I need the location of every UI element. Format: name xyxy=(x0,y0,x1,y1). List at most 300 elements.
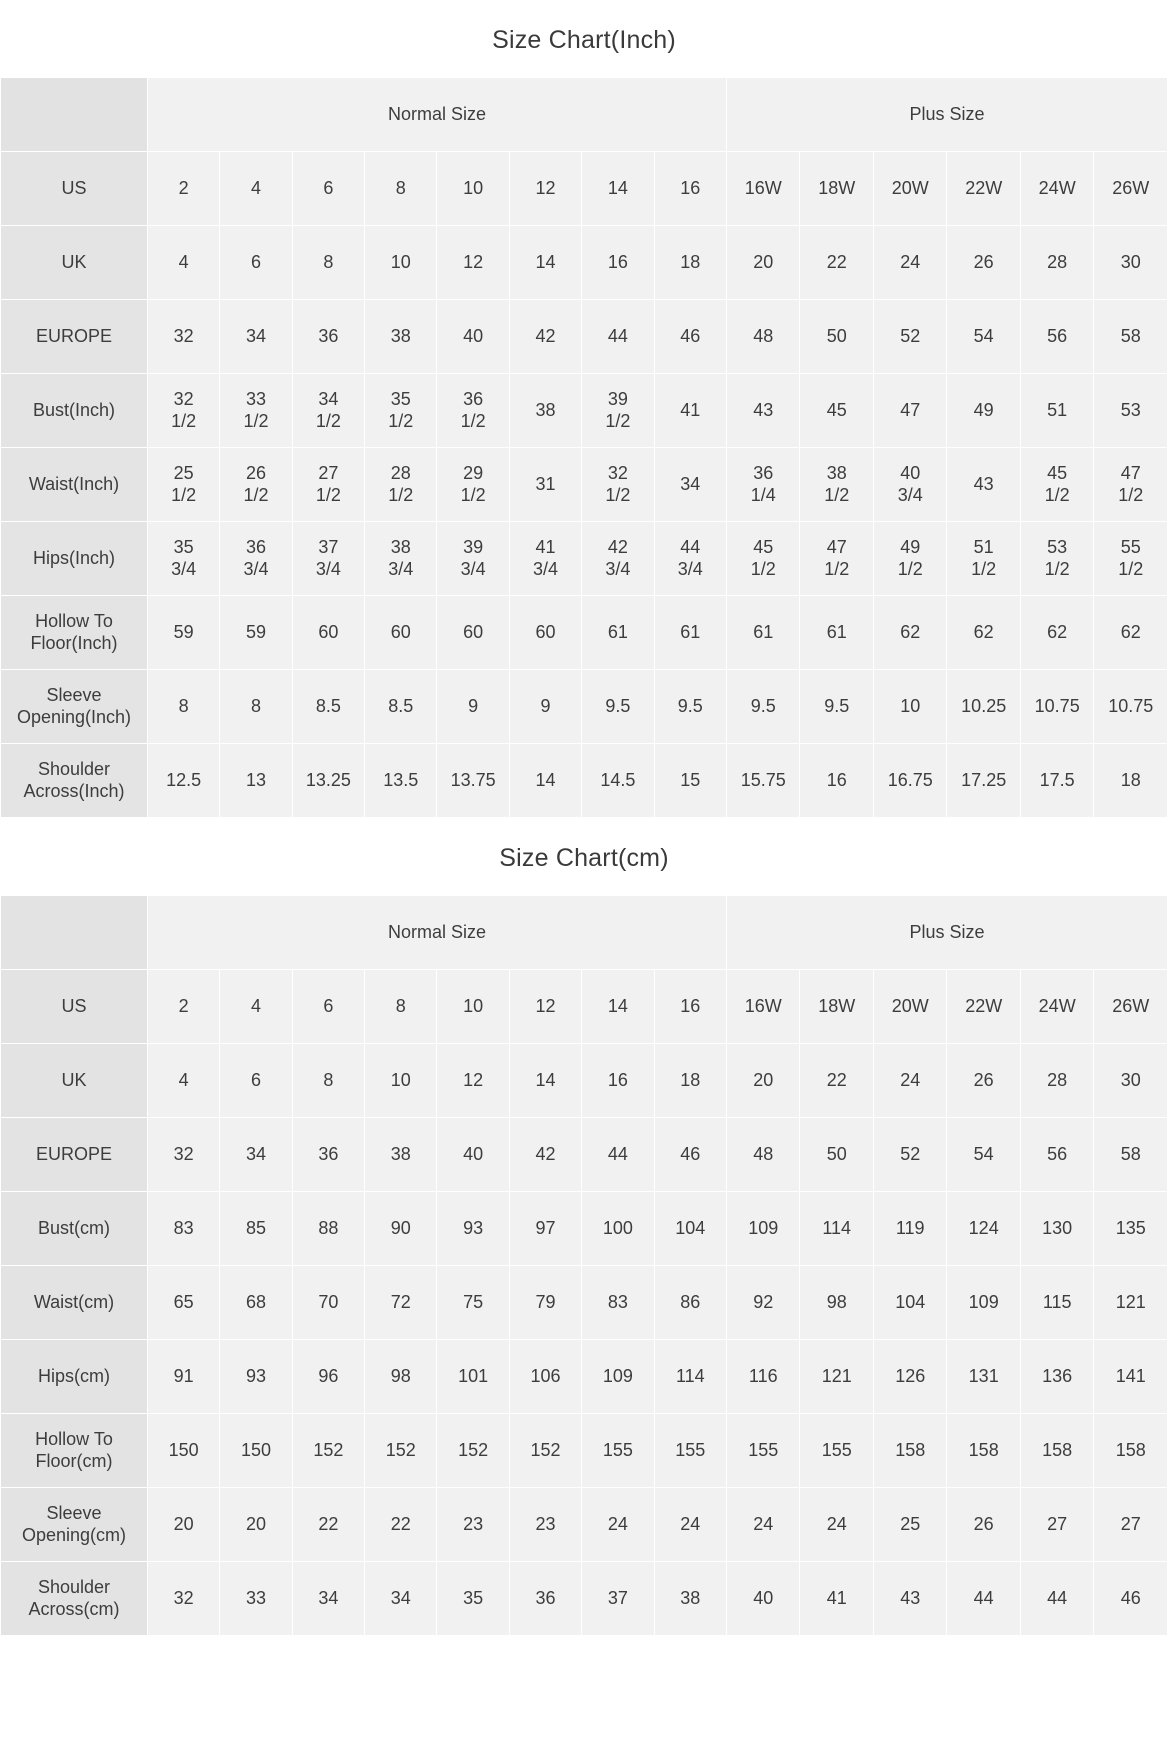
table-cell: 60 xyxy=(365,596,437,670)
table-row xyxy=(1,1044,1168,1118)
table-cell: 61 xyxy=(800,596,873,670)
table-cell: 42 xyxy=(509,1118,581,1192)
table-cell: 16 xyxy=(654,970,726,1044)
table-cell: 75 xyxy=(437,1266,509,1340)
table-cell: 30 xyxy=(1094,226,1168,300)
table-row xyxy=(1,300,1168,374)
table-cell: 38 xyxy=(365,1118,437,1192)
table-cell: 6 xyxy=(292,152,364,226)
group-header-plus-size: Plus Size xyxy=(727,896,1168,970)
table-cell: 116 xyxy=(727,1340,800,1414)
table-cell: 20W xyxy=(873,970,946,1044)
group-header-plus-size: Plus Size xyxy=(727,78,1168,152)
table-cell: 83 xyxy=(582,1266,654,1340)
table-cell: 34 xyxy=(365,1562,437,1636)
table-cell: 98 xyxy=(365,1340,437,1414)
table-cell: 22W xyxy=(947,152,1020,226)
table-cell: 152 xyxy=(509,1414,581,1488)
table-cell: 101 xyxy=(437,1340,509,1414)
table-cell: 135 xyxy=(1094,1192,1168,1266)
table-cell: 25 1/2 xyxy=(147,448,219,522)
table-cell: 8 xyxy=(365,152,437,226)
table-cell: 16 xyxy=(654,152,726,226)
table-row xyxy=(1,1340,1168,1414)
group-header-normal-size: Normal Size xyxy=(147,896,726,970)
row-header-label: Hips(cm) xyxy=(1,1340,148,1414)
table-cell: 12 xyxy=(437,226,509,300)
table-cell: 16W xyxy=(727,152,800,226)
table-cell: 152 xyxy=(437,1414,509,1488)
table-cell: 48 xyxy=(727,1118,800,1192)
table-cell: 155 xyxy=(582,1414,654,1488)
table-cell: 22W xyxy=(947,970,1020,1044)
row-header-label: Waist(cm) xyxy=(1,1266,148,1340)
table-cell: 36 3/4 xyxy=(220,522,292,596)
table-cell: 50 xyxy=(800,300,873,374)
table-cell: 6 xyxy=(220,1044,292,1118)
table-cell: 158 xyxy=(1020,1414,1093,1488)
table-cell: 109 xyxy=(582,1340,654,1414)
table-cell: 22 xyxy=(292,1488,364,1562)
table-cell: 8 xyxy=(365,970,437,1044)
table-cell: 14 xyxy=(509,1044,581,1118)
table-cell: 39 1/2 xyxy=(582,374,654,448)
table-cell: 40 3/4 xyxy=(873,448,946,522)
table-cell: 26 xyxy=(947,1044,1020,1118)
table-cell: 83 xyxy=(147,1192,219,1266)
table-cell: 31 xyxy=(509,448,581,522)
table-cell: 60 xyxy=(292,596,364,670)
table-cell: 104 xyxy=(654,1192,726,1266)
table-cell: 40 xyxy=(727,1562,800,1636)
table-cell: 35 xyxy=(437,1562,509,1636)
table-cell: 10.75 xyxy=(1094,670,1168,744)
table-cell: 35 3/4 xyxy=(147,522,219,596)
table-cell: 34 xyxy=(654,448,726,522)
table-cell: 126 xyxy=(873,1340,946,1414)
table-cell: 90 xyxy=(365,1192,437,1266)
table-row xyxy=(1,226,1168,300)
table-cell: 61 xyxy=(727,596,800,670)
table-row xyxy=(1,374,1168,448)
table-cell: 46 xyxy=(654,300,726,374)
table-row xyxy=(1,1118,1168,1192)
table-cell: 13 xyxy=(220,744,292,818)
table-cell: 44 3/4 xyxy=(654,522,726,596)
table-cell: 8.5 xyxy=(292,670,364,744)
table-cell: 20 xyxy=(147,1488,219,1562)
table-cell: 24 xyxy=(873,226,946,300)
table-cell: 37 3/4 xyxy=(292,522,364,596)
table-cell: 114 xyxy=(800,1192,873,1266)
table-cell: 2 xyxy=(147,970,219,1044)
table-cell: 62 xyxy=(873,596,946,670)
table-row xyxy=(1,596,1168,670)
table-cell: 53 1/2 xyxy=(1020,522,1093,596)
table-cell: 124 xyxy=(947,1192,1020,1266)
table-cell: 13.5 xyxy=(365,744,437,818)
row-header-label: Bust(Inch) xyxy=(1,374,148,448)
table-cell: 45 xyxy=(800,374,873,448)
table-cell: 39 3/4 xyxy=(437,522,509,596)
table-cell: 25 xyxy=(873,1488,946,1562)
table-row xyxy=(1,670,1168,744)
table-cell: 36 xyxy=(509,1562,581,1636)
table-cell: 36 1/2 xyxy=(437,374,509,448)
row-header-label: Waist(Inch) xyxy=(1,448,148,522)
table-cell: 17.25 xyxy=(947,744,1020,818)
table-cell: 109 xyxy=(947,1266,1020,1340)
table-cell: 8.5 xyxy=(365,670,437,744)
table-cell: 24 xyxy=(873,1044,946,1118)
table-cell: 12 xyxy=(437,1044,509,1118)
table-cell: 60 xyxy=(437,596,509,670)
table-cell: 58 xyxy=(1094,1118,1168,1192)
table-cell: 18W xyxy=(800,970,873,1044)
table-cell: 28 xyxy=(1020,1044,1093,1118)
table-cell: 62 xyxy=(947,596,1020,670)
table-row xyxy=(1,1266,1168,1340)
table-cell: 14 xyxy=(509,744,581,818)
table-cell: 150 xyxy=(220,1414,292,1488)
table-cell: 38 3/4 xyxy=(365,522,437,596)
table-cell: 44 xyxy=(1020,1562,1093,1636)
table-cell: 15 xyxy=(654,744,726,818)
table-cell: 18 xyxy=(1094,744,1168,818)
table-cell: 49 xyxy=(947,374,1020,448)
table-cell: 62 xyxy=(1020,596,1093,670)
table-cell: 55 1/2 xyxy=(1094,522,1168,596)
table-row xyxy=(1,1488,1168,1562)
table-cell: 6 xyxy=(220,226,292,300)
table-cell: 10 xyxy=(873,670,946,744)
table-cell: 4 xyxy=(220,152,292,226)
table-cell: 16W xyxy=(727,970,800,1044)
table-cell: 52 xyxy=(873,1118,946,1192)
corner-cell xyxy=(1,896,148,970)
table-cell: 130 xyxy=(1020,1192,1093,1266)
table-cell: 27 xyxy=(1020,1488,1093,1562)
table-cell: 158 xyxy=(1094,1414,1168,1488)
table-cell: 32 xyxy=(147,1118,219,1192)
table-cell: 92 xyxy=(727,1266,800,1340)
table-cell: 59 xyxy=(147,596,219,670)
table-cell: 9.5 xyxy=(654,670,726,744)
table-cell: 79 xyxy=(509,1266,581,1340)
table-cell: 10 xyxy=(437,970,509,1044)
table-cell: 121 xyxy=(1094,1266,1168,1340)
table-cell: 33 1/2 xyxy=(220,374,292,448)
table-cell: 24W xyxy=(1020,152,1093,226)
table-cell: 85 xyxy=(220,1192,292,1266)
table-cell: 43 xyxy=(947,448,1020,522)
table-cell: 72 xyxy=(365,1266,437,1340)
table-cell: 41 3/4 xyxy=(509,522,581,596)
table-cell: 9.5 xyxy=(582,670,654,744)
table-row xyxy=(1,970,1168,1044)
table-cell: 47 1/2 xyxy=(800,522,873,596)
table-cell: 20 xyxy=(220,1488,292,1562)
size-table-inch xyxy=(0,77,1168,818)
table-cell: 109 xyxy=(727,1192,800,1266)
table-cell: 121 xyxy=(800,1340,873,1414)
table-cell: 26 1/2 xyxy=(220,448,292,522)
table-cell: 97 xyxy=(509,1192,581,1266)
table-cell: 104 xyxy=(873,1266,946,1340)
table-cell: 14 xyxy=(509,226,581,300)
table-cell: 9 xyxy=(437,670,509,744)
table-cell: 115 xyxy=(1020,1266,1093,1340)
table-cell: 24 xyxy=(727,1488,800,1562)
table-cell: 155 xyxy=(727,1414,800,1488)
table-cell: 28 xyxy=(1020,226,1093,300)
table-cell: 35 1/2 xyxy=(365,374,437,448)
table-row xyxy=(1,1562,1168,1636)
table-cell: 45 1/2 xyxy=(727,522,800,596)
table-cell: 20 xyxy=(727,1044,800,1118)
table-cell: 10.25 xyxy=(947,670,1020,744)
row-header-label: Shoulder Across(cm) xyxy=(1,1562,148,1636)
row-header-label: Hollow To Floor(Inch) xyxy=(1,596,148,670)
group-header-normal-size: Normal Size xyxy=(147,78,726,152)
table-cell: 20 xyxy=(727,226,800,300)
row-header-label: Sleeve Opening(cm) xyxy=(1,1488,148,1562)
row-header-label: Bust(cm) xyxy=(1,1192,148,1266)
corner-cell xyxy=(1,78,148,152)
table-cell: 15.75 xyxy=(727,744,800,818)
table-cell: 40 xyxy=(437,1118,509,1192)
table-row xyxy=(1,1192,1168,1266)
table-cell: 33 xyxy=(220,1562,292,1636)
table-cell: 155 xyxy=(654,1414,726,1488)
table-cell: 152 xyxy=(292,1414,364,1488)
table-cell: 98 xyxy=(800,1266,873,1340)
table-cell: 40 xyxy=(437,300,509,374)
table-cell: 56 xyxy=(1020,300,1093,374)
table-cell: 46 xyxy=(654,1118,726,1192)
table-cell: 32 xyxy=(147,1562,219,1636)
table-cell: 14 xyxy=(582,152,654,226)
table-cell: 41 xyxy=(654,374,726,448)
table-cell: 20W xyxy=(873,152,946,226)
table-cell: 29 1/2 xyxy=(437,448,509,522)
table-row xyxy=(1,522,1168,596)
table-cell: 30 xyxy=(1094,1044,1168,1118)
table-cell: 16.75 xyxy=(873,744,946,818)
table-cell: 24 xyxy=(654,1488,726,1562)
table-cell: 4 xyxy=(147,226,219,300)
table-cell: 23 xyxy=(437,1488,509,1562)
size-table-cm-body xyxy=(1,896,1168,1636)
table-cell: 44 xyxy=(582,1118,654,1192)
table-cell: 59 xyxy=(220,596,292,670)
table-cell: 56 xyxy=(1020,1118,1093,1192)
table-cell: 34 xyxy=(220,1118,292,1192)
table-cell: 10 xyxy=(365,1044,437,1118)
table-cell: 8 xyxy=(147,670,219,744)
table-row xyxy=(1,152,1168,226)
table-cell: 16 xyxy=(800,744,873,818)
table-cell: 22 xyxy=(800,1044,873,1118)
table-cell: 88 xyxy=(292,1192,364,1266)
table-cell: 49 1/2 xyxy=(873,522,946,596)
table-cell: 70 xyxy=(292,1266,364,1340)
table-cell: 44 xyxy=(582,300,654,374)
table-cell: 14.5 xyxy=(582,744,654,818)
table-cell: 100 xyxy=(582,1192,654,1266)
row-header-label: UK xyxy=(1,226,148,300)
table-cell: 150 xyxy=(147,1414,219,1488)
table-cell: 52 xyxy=(873,300,946,374)
table-cell: 28 1/2 xyxy=(365,448,437,522)
table-cell: 43 xyxy=(727,374,800,448)
table-cell: 38 xyxy=(365,300,437,374)
table-cell: 22 xyxy=(800,226,873,300)
table-cell: 26 xyxy=(947,1488,1020,1562)
table-cell: 9 xyxy=(509,670,581,744)
row-header-label: Hollow To Floor(cm) xyxy=(1,1414,148,1488)
table-group-header-row xyxy=(1,78,1168,152)
table-cell: 8 xyxy=(220,670,292,744)
table-cell: 24 xyxy=(800,1488,873,1562)
table-cell: 50 xyxy=(800,1118,873,1192)
table-cell: 158 xyxy=(873,1414,946,1488)
table-cell: 34 1/2 xyxy=(292,374,364,448)
table-cell: 42 3/4 xyxy=(582,522,654,596)
table-cell: 60 xyxy=(509,596,581,670)
row-header-label: Hips(Inch) xyxy=(1,522,148,596)
table-cell: 10 xyxy=(437,152,509,226)
table-cell: 61 xyxy=(582,596,654,670)
table-cell: 36 1/4 xyxy=(727,448,800,522)
table-cell: 131 xyxy=(947,1340,1020,1414)
table-cell: 38 1/2 xyxy=(800,448,873,522)
table-cell: 18W xyxy=(800,152,873,226)
table-group-header-row xyxy=(1,896,1168,970)
table-cell: 18 xyxy=(654,1044,726,1118)
table-cell: 43 xyxy=(873,1562,946,1636)
size-table-cm xyxy=(0,895,1168,1636)
page-title-cm: Size Chart(cm) xyxy=(499,844,669,872)
table-cell: 46 xyxy=(1094,1562,1168,1636)
table-cell: 16 xyxy=(582,1044,654,1118)
row-header-label: Sleeve Opening(Inch) xyxy=(1,670,148,744)
table-cell: 18 xyxy=(654,226,726,300)
table-cell: 4 xyxy=(147,1044,219,1118)
table-cell: 12 xyxy=(509,970,581,1044)
table-cell: 36 xyxy=(292,300,364,374)
table-cell: 14 xyxy=(582,970,654,1044)
table-cell: 9.5 xyxy=(800,670,873,744)
table-cell: 38 xyxy=(509,374,581,448)
table-cell: 27 1/2 xyxy=(292,448,364,522)
table-row xyxy=(1,448,1168,522)
table-cell: 26W xyxy=(1094,970,1168,1044)
table-cell: 45 1/2 xyxy=(1020,448,1093,522)
table-cell: 54 xyxy=(947,300,1020,374)
table-cell: 32 xyxy=(147,300,219,374)
table-cell: 6 xyxy=(292,970,364,1044)
table-cell: 158 xyxy=(947,1414,1020,1488)
row-header-label: US xyxy=(1,152,148,226)
table-cell: 141 xyxy=(1094,1340,1168,1414)
table-cell: 26 xyxy=(947,226,1020,300)
table-cell: 10.75 xyxy=(1020,670,1093,744)
table-cell: 54 xyxy=(947,1118,1020,1192)
table-cell: 27 xyxy=(1094,1488,1168,1562)
table-cell: 114 xyxy=(654,1340,726,1414)
table-cell: 17.5 xyxy=(1020,744,1093,818)
page-title-inch: Size Chart(Inch) xyxy=(492,26,676,54)
table-cell: 26W xyxy=(1094,152,1168,226)
table-cell: 47 xyxy=(873,374,946,448)
table-cell: 2 xyxy=(147,152,219,226)
table-cell: 119 xyxy=(873,1192,946,1266)
row-header-label: EUROPE xyxy=(1,300,148,374)
table-cell: 65 xyxy=(147,1266,219,1340)
table-cell: 86 xyxy=(654,1266,726,1340)
row-header-label: US xyxy=(1,970,148,1044)
table-cell: 44 xyxy=(947,1562,1020,1636)
table-cell: 106 xyxy=(509,1340,581,1414)
table-cell: 51 1/2 xyxy=(947,522,1020,596)
table-cell: 51 xyxy=(1020,374,1093,448)
table-cell: 42 xyxy=(509,300,581,374)
table-cell: 96 xyxy=(292,1340,364,1414)
table-cell: 38 xyxy=(654,1562,726,1636)
table-cell: 8 xyxy=(292,1044,364,1118)
table-cell: 12.5 xyxy=(147,744,219,818)
table-cell: 155 xyxy=(800,1414,873,1488)
table-cell: 23 xyxy=(509,1488,581,1562)
table-cell: 24W xyxy=(1020,970,1093,1044)
table-cell: 93 xyxy=(220,1340,292,1414)
table-cell: 13.75 xyxy=(437,744,509,818)
table-cell: 136 xyxy=(1020,1340,1093,1414)
table-cell: 37 xyxy=(582,1562,654,1636)
table-cell: 152 xyxy=(365,1414,437,1488)
row-header-label: UK xyxy=(1,1044,148,1118)
table-cell: 12 xyxy=(509,152,581,226)
table-cell: 8 xyxy=(292,226,364,300)
table-cell: 10 xyxy=(365,226,437,300)
table-cell: 91 xyxy=(147,1340,219,1414)
table-cell: 34 xyxy=(220,300,292,374)
table-cell: 34 xyxy=(292,1562,364,1636)
table-cell: 93 xyxy=(437,1192,509,1266)
table-cell: 22 xyxy=(365,1488,437,1562)
size-table-inch-body xyxy=(1,78,1168,818)
table-cell: 68 xyxy=(220,1266,292,1340)
table-cell: 9.5 xyxy=(727,670,800,744)
table-cell: 62 xyxy=(1094,596,1168,670)
table-cell: 32 1/2 xyxy=(582,448,654,522)
table-cell: 53 xyxy=(1094,374,1168,448)
size-chart-cm-section xyxy=(0,818,1168,1636)
table-cell: 41 xyxy=(800,1562,873,1636)
table-cell: 4 xyxy=(220,970,292,1044)
row-header-label: Shoulder Across(Inch) xyxy=(1,744,148,818)
table-row xyxy=(1,744,1168,818)
size-chart-inch-section xyxy=(0,0,1168,818)
table-cell: 58 xyxy=(1094,300,1168,374)
table-row xyxy=(1,1414,1168,1488)
table-cell: 24 xyxy=(582,1488,654,1562)
table-cell: 13.25 xyxy=(292,744,364,818)
table-cell: 32 1/2 xyxy=(147,374,219,448)
table-cell: 47 1/2 xyxy=(1094,448,1168,522)
table-cell: 48 xyxy=(727,300,800,374)
